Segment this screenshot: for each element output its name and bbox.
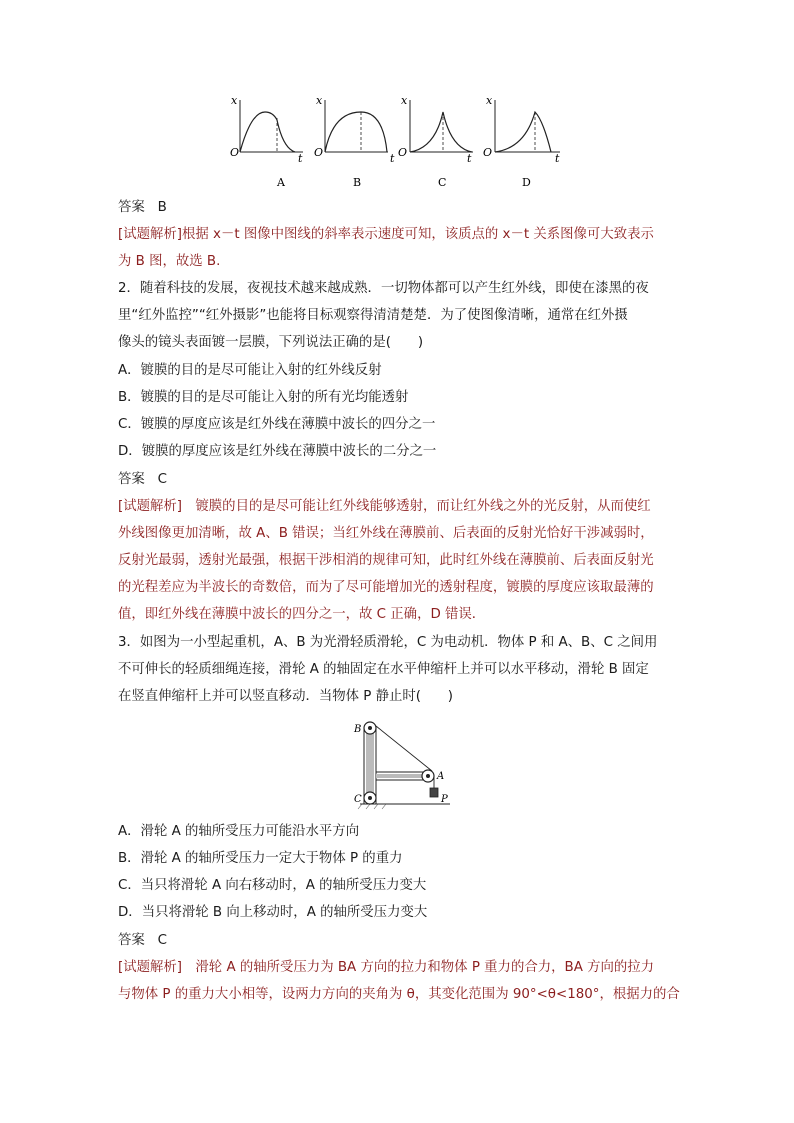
q2-analysis-line-4: 的光程差应为半波长的奇数倍，而为了尽可能增加光的透射程度，镀膜的厚度应该取最薄的 bbox=[118, 580, 654, 595]
q2-answer-label: 答案 bbox=[118, 472, 145, 487]
q1-answer-line bbox=[118, 198, 167, 218]
q1-answer: B bbox=[157, 200, 167, 215]
q3-stem-line-2: 不可伸长的轻质细绳连接，滑轮 A 的轴固定在水平伸缩杆上并可以水平移动，滑轮 B 固定 bbox=[118, 662, 649, 677]
graph-label-d: D bbox=[522, 176, 531, 189]
q2-answer: C bbox=[157, 472, 167, 487]
graph-c bbox=[398, 94, 473, 165]
q3-option-d: D．当只将滑轮 B 向上移动时，A 的轴所受压力变大 bbox=[118, 905, 428, 920]
q3-stem-line-1: 3．如图为一小型起重机，A、B 为光滑轻质滑轮，C 为电动机．物体 P 和 A、B、C 之间用 bbox=[118, 635, 658, 650]
q3-answer-label: 答案 bbox=[118, 933, 145, 948]
q2-analysis-line-5: 值，即红外线在薄膜中波长的四分之一，故 C 正确，D 错误． bbox=[118, 607, 486, 622]
q3-answer: C bbox=[157, 933, 167, 948]
q3-stem-line-3: 在竖直伸缩杆上并可以竖直移动．当物体 P 静止时( ) bbox=[118, 689, 454, 704]
q2-analysis-line-2: 外线图像更加清晰，故 A、B 错误；当红外线在薄膜前、后表面的反射光恰好干涉减弱时， bbox=[118, 526, 654, 541]
q2-analysis-line-3: 反射光最弱，透射光最强，根据干涉相消的规律可知，此时红外线在薄膜前、后表面反射光 bbox=[118, 553, 654, 568]
q3-answer-line bbox=[118, 931, 167, 951]
q3-option-c: C．当只将滑轮 A 向右移动时，A 的轴所受压力变大 bbox=[118, 878, 427, 893]
q1-analysis-tag: [试题解析] bbox=[118, 227, 183, 242]
q3-analysis-line-2: 与物体 P 的重力大小相等，设两力方向的夹角为 θ，其变化范围为 90°<θ<180°，根据力的合 bbox=[118, 987, 680, 1002]
q1-analysis-text-1: 根据 x－t 图像中图线的斜率表示速度可知，该质点的 x－t 关系图像可大致表示 bbox=[182, 227, 654, 242]
graph-label-a: A bbox=[277, 176, 285, 189]
graph-a-axis-t: t bbox=[298, 152, 303, 165]
graph-b-origin: O bbox=[314, 146, 324, 159]
q3-option-b: B．滑轮 A 的轴所受压力一定大于物体 P 的重力 bbox=[118, 851, 403, 866]
q2-option-a: A．镀膜的目的是尽可能让入射的红外线反射 bbox=[118, 363, 382, 378]
graph-label-b: B bbox=[353, 176, 362, 189]
graph-d-origin: O bbox=[483, 146, 493, 159]
crane-label-a: A bbox=[437, 771, 445, 782]
graph-d-axis-x: x bbox=[486, 94, 493, 107]
xt-graphs-figure bbox=[225, 90, 570, 195]
graph-a bbox=[230, 94, 303, 165]
q3-analysis-line-1: [试题解析] 滑轮 A 的轴所受压力为 BA 方向的拉力和物体 P 重力的合力，BA 方向的拉力 bbox=[118, 960, 655, 975]
graph-a-axis-x: x bbox=[231, 94, 238, 107]
graph-b-axis-t: t bbox=[390, 152, 395, 165]
graph-d-axis-t: t bbox=[555, 152, 560, 165]
q3-option-a: A．滑轮 A 的轴所受压力可能沿水平方向 bbox=[118, 824, 360, 839]
crane-label-p: P bbox=[441, 794, 448, 805]
q2-option-b: B．镀膜的目的是尽可能让入射的所有光均能透射 bbox=[118, 390, 409, 405]
crane-figure bbox=[340, 718, 460, 813]
graph-c-axis-t: t bbox=[467, 152, 472, 165]
q2-stem-line-1: 2．随着科技的发展，夜视技术越来越成熟．一切物体都可以产生红外线，即使在漆黑的夜 bbox=[118, 281, 649, 296]
graph-c-origin: O bbox=[398, 146, 408, 159]
crane-label-b: B bbox=[354, 724, 362, 735]
graph-c-axis-x: x bbox=[401, 94, 408, 107]
q2-stem-line-3: 像头的镜头表面镀一层膜，下列说法正确的是( ) bbox=[118, 335, 424, 350]
q2-option-c: C．镀膜的厚度应该是红外线在薄膜中波长的四分之一 bbox=[118, 417, 436, 432]
graph-a-origin: O bbox=[230, 146, 240, 159]
graph-b-axis-x: x bbox=[316, 94, 323, 107]
q1-analysis-line-2: 为 B 图，故选 B. bbox=[118, 254, 221, 269]
xt-graphs-svg bbox=[225, 90, 570, 195]
q2-answer-line bbox=[118, 470, 167, 490]
q2-analysis-line-1: [试题解析] 镀膜的目的是尽可能让红外线能够透射，而让红外线之外的光反射，从而使红 bbox=[118, 499, 651, 514]
graph-d bbox=[483, 94, 560, 165]
graph-label-c: C bbox=[438, 176, 447, 189]
crane-svg bbox=[340, 718, 460, 813]
q1-answer-label: 答案 bbox=[118, 200, 145, 215]
graph-b bbox=[314, 94, 395, 165]
q1-analysis-line-1 bbox=[118, 225, 654, 245]
crane-label-c: C bbox=[354, 794, 362, 805]
q2-stem-line-2: 里“红外监控”“红外摄影”也能将目标观察得清清楚楚．为了使图像清晰，通常在红外摄 bbox=[118, 308, 628, 323]
q2-option-d: D．镀膜的厚度应该是红外线在薄膜中波长的二分之一 bbox=[118, 444, 437, 459]
